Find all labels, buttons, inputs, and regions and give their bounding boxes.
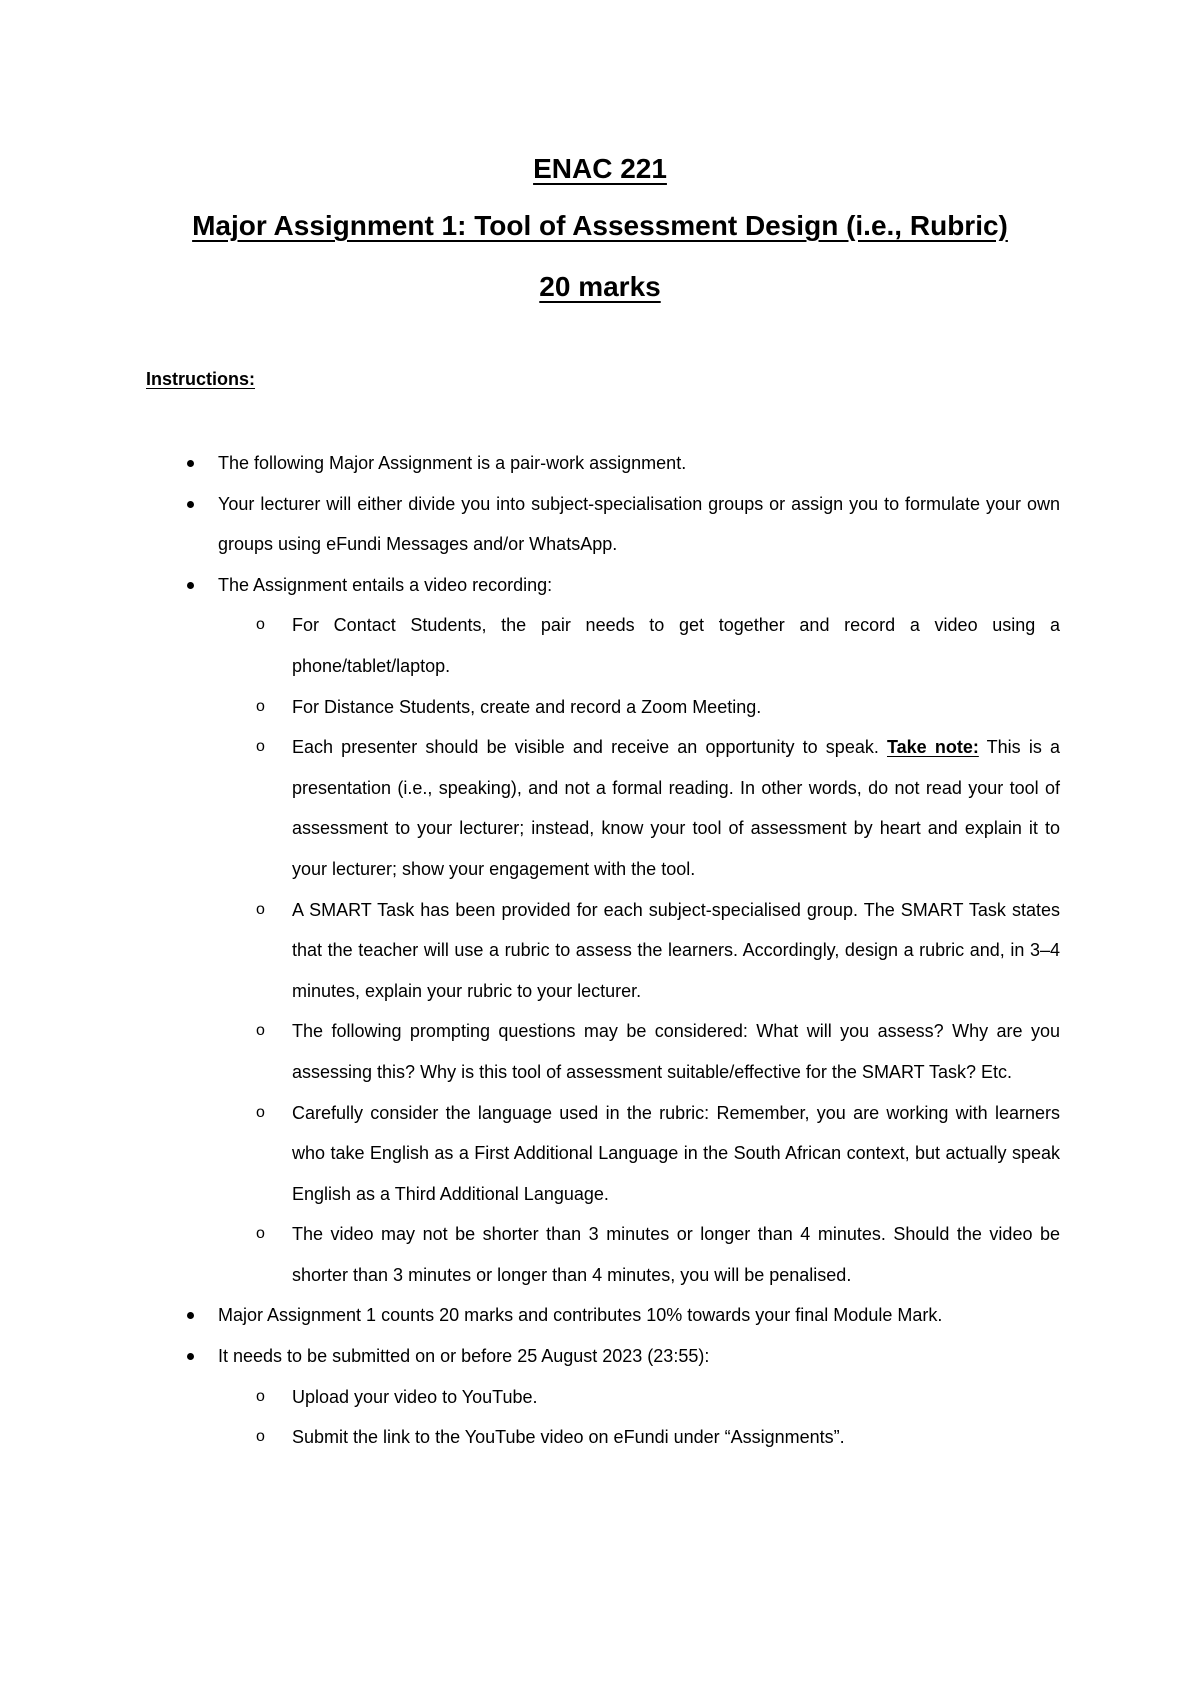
sub-list-item-text: Submit the link to the YouTube video on eFundi under “Assignments”. bbox=[292, 1427, 845, 1448]
sub-list-item-text: For Distance Students, create and record a Zoom Meeting. bbox=[292, 696, 762, 717]
list-item-text: Major Assignment 1 counts 20 marks and contributes 10% towards your final Module Mark. bbox=[218, 1305, 943, 1326]
bullet-dot-icon bbox=[187, 582, 194, 589]
bullet-circle-icon: o bbox=[256, 616, 265, 634]
instructions-list bbox=[0, 443, 1200, 1458]
bullet-dot-icon bbox=[187, 1312, 194, 1319]
sub-list-item-text: Each presenter should be visible and receive an opportunity to speak. bbox=[292, 737, 887, 758]
assignment-title-heading: Major Assignment 1: Tool of Assessment Design (i.e., Rubric) bbox=[192, 210, 1008, 241]
sub-list-item bbox=[0, 890, 1060, 1012]
list-item bbox=[0, 1295, 1060, 1336]
sub-list-item bbox=[0, 1214, 1060, 1295]
list-item-text: The following Major Assignment is a pair-work assignment. bbox=[218, 453, 687, 473]
bullet-circle-icon: o bbox=[256, 1428, 265, 1446]
sub-list-item bbox=[0, 605, 1060, 686]
bullet-dot-icon bbox=[187, 460, 194, 467]
bullet-dot-icon bbox=[187, 501, 194, 508]
sub-list-item-text: Carefully consider the language used in the rubric: Remember, you are working with learners who take English as a First Additional Language in the South African context, but actually speak English as a Third Additional Language. bbox=[292, 1102, 1060, 1204]
list-item bbox=[0, 443, 1060, 484]
sub-list-item bbox=[0, 1093, 1060, 1215]
sub-list-item-text: For Contact Students, the pair needs to get together and record a video using a phone/tablet/laptop. bbox=[292, 615, 1060, 676]
list-item-text: Your lecturer will either divide you into subject-specialisation groups or assign you to formulate your own groups using eFundi Messages and/or WhatsApp. bbox=[218, 493, 1060, 555]
take-note-label: Take note: bbox=[887, 737, 979, 758]
sub-list-item bbox=[0, 1377, 1060, 1418]
list-item bbox=[0, 484, 1060, 565]
bullet-circle-icon: o bbox=[256, 1022, 265, 1040]
marks-heading: 20 marks bbox=[539, 271, 661, 302]
sub-list-item-text: This is a presentation (i.e., speaking), and not a formal reading. In other words, do not read your tool of assessment to your lecturer; instead, know your tool of assessment by heart and explain it to your lecturer; show your engagement with the tool. bbox=[292, 737, 1060, 879]
sub-list-item-text: The video may not be shorter than 3 minutes or longer than 4 minutes. Should the video be shorter than 3 minutes or longer than 4 minutes, you will be penalised. bbox=[292, 1224, 1060, 1285]
sub-list-item-text: Upload your video to YouTube. bbox=[292, 1386, 538, 1407]
list-item bbox=[0, 565, 1060, 606]
sub-list-item bbox=[0, 727, 1060, 889]
bullet-circle-icon: o bbox=[256, 697, 265, 715]
sub-list-item bbox=[0, 1011, 1060, 1092]
sub-list-item bbox=[0, 687, 1060, 728]
list-item bbox=[0, 1336, 1060, 1377]
sub-list-item-text: The following prompting questions may be considered: What will you assess? Why are you assessing this? Why is this tool of assessment suitable/effective for the SMART Task? Etc. bbox=[292, 1021, 1060, 1082]
bullet-circle-icon: o bbox=[256, 900, 265, 918]
list-item-text: The Assignment entails a video recording: bbox=[218, 574, 553, 595]
instructions-heading: Instructions: bbox=[146, 369, 256, 389]
bullet-circle-icon: o bbox=[256, 1225, 265, 1243]
bullet-circle-icon: o bbox=[256, 738, 265, 756]
bullet-circle-icon: o bbox=[256, 1103, 265, 1121]
bullet-circle-icon: o bbox=[256, 1387, 265, 1405]
sub-list-item bbox=[0, 1417, 1060, 1458]
sub-list-item-text: A SMART Task has been provided for each subject-specialised group. The SMART Task states that the teacher will use a rubric to assess the learners. Accordingly, design a rubric and, in 3–4 minutes, explain your rubric to your lecturer. bbox=[292, 899, 1060, 1001]
course-code-heading: ENAC 221 bbox=[533, 153, 667, 184]
bullet-dot-icon bbox=[187, 1353, 194, 1360]
list-item-text: It needs to be submitted on or before 25 August 2023 (23:55): bbox=[218, 1346, 710, 1367]
